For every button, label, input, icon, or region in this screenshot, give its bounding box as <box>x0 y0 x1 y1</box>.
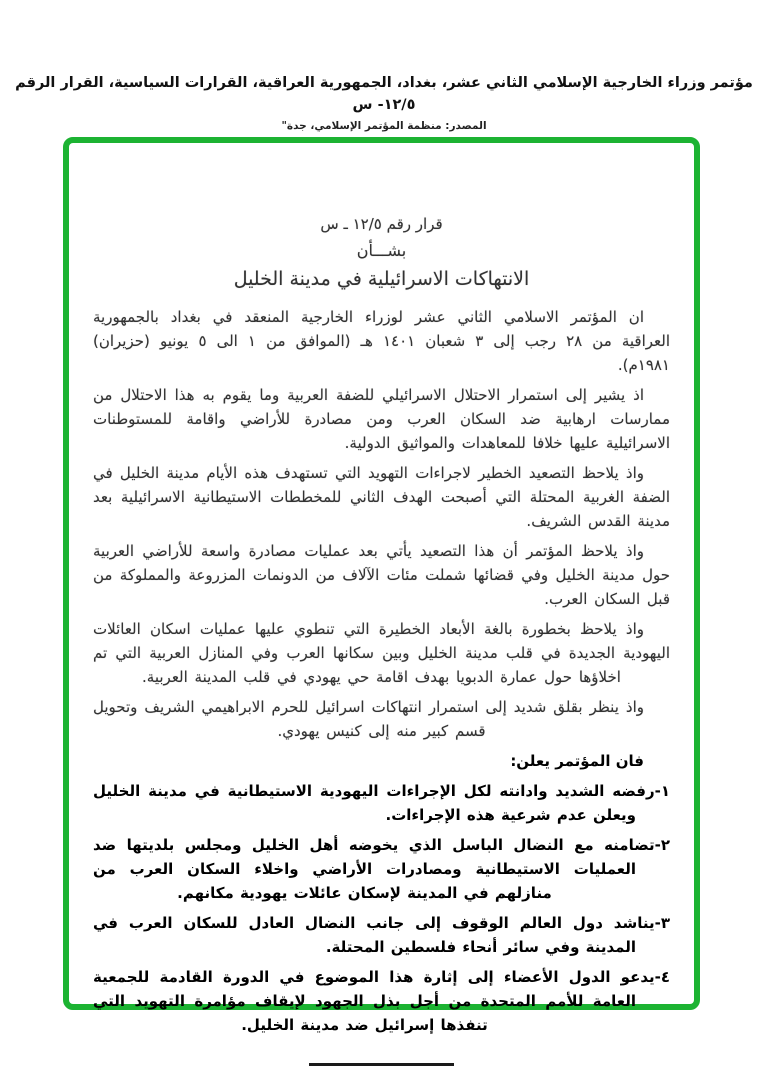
resolution-frame <box>63 137 700 1034</box>
paragraph-ibrahimi-mosque: واذ ينظر بقلق شديد إلى استمرار انتهاكات اسرائيل للحرم الابراهيمي الشريف وتحويل قسم كبير منه إلى كنيس يهودي. <box>93 698 644 740</box>
resolution-number-line: قرار رقم ١٢/٥ ـ س <box>320 215 443 233</box>
resolution-item-4: ٤-يدعو الدول الأعضاء إلى إثارة هذا الموضوع في الدورة القادمة للجمعية العامة للأمم المتحدة من أجل بذل الجهود لإيقاف مؤامرة التهويد التي تنفذها إسرائيل ضد مدينة الخليل. <box>93 968 670 1034</box>
resolution-body <box>69 143 694 1066</box>
paragraph-preamble: ان المؤتمر الاسلامي الثاني عشر لوزراء الخارجية المنعقد في بغداد بالجمهورية العراقية من ٢٨ رجب إلى ٣ شعبان ١٤٠١ هـ (الموافق من ١ الى ٥ يونيو (حزيران) ١٩٨١م). <box>93 308 670 374</box>
end-divider <box>309 1063 454 1066</box>
paragraph-occupation: اذ يشير إلى استمرار الاحتلال الاسرائيلي للضفة العربية وما يقوم به هذا الاحتلال من ممارسات ارهابية ضد السكان العرب ومن مصادرة للأراضي واقامة للمستوطنات الاسرائيلية عليها خلافا للمعاهدات والمواثيق الدولية. <box>93 386 670 452</box>
resolution-title: الانتهاكات الاسرائيلية في مدينة الخليل <box>233 268 530 290</box>
header-title: مؤتمر وزراء الخارجية الإسلامي الثاني عشر، بغداد، الجمهورية العراقية، القرارات السياسية، القرار الرقم ١٢/٥- س <box>15 75 753 113</box>
declaration-intro: فان المؤتمر يعلن: <box>510 752 644 770</box>
paragraph-confiscation: واذ يلاحظ المؤتمر أن هذا التصعيد يأتي بعد عمليات مصادرة واسعة للأراضي العربية حول مدينة الخليل وفي قضائها شملت مئات الآلاف من الدونمات المزروعة والمملوكة من قبل السكان العرب. <box>93 542 670 608</box>
paragraph-escalation: واذ يلاحظ التصعيد الخطير لاجراءات التهويد التي تستهدف هذه الأيام مدينة الخليل في الضفة الغربية المحتلة التي أصبحت الهدف الثاني للمخططات الاستيطانية الاسرائيلية بعد مدينة القدس الشريف. <box>93 464 670 530</box>
header-source-line: المصدر: منظمة المؤتمر الإسلامي، جدة" <box>281 120 487 132</box>
document-header <box>0 0 768 133</box>
resolution-item-1: ١-رفضه الشديد وادانته لكل الإجراءات اليهودية الاستيطانية في مدينة الخليل ويعلن عدم شرعية هذه الإجراءات. <box>93 782 670 824</box>
resolution-regarding: بشـــأن <box>356 241 407 260</box>
resolution-item-2: ٢-تضامنه مع النضال الباسل الذي يخوضه أهل الخليل ومجلس بلديتها ضد العمليات الاستيطانية ومصادرات الأراضي واخلاء السكان العرب من منازلهم في المدينة لإسكان عائلات يهودية مكانهم. <box>93 836 670 902</box>
resolution-item-3: ٣-يناشد دول العالم الوقوف إلى جانب النضال العادل للسكان العرب في المدينة وفي سائر أنحاء فلسطين المحتلة. <box>93 914 670 956</box>
paragraph-settlement-families: واذ يلاحظ بخطورة بالغة الأبعاد الخطيرة التي تنطوي عليها عمليات اسكان العائلات اليهودية الجديدة في قلب مدينة الخليل وبين سكانها العرب وفي المنازل العربية التي تم اخلاؤها حول عمارة الدبويا بهدف اقامة حي يهودي في قلب المدينة العربية. <box>93 620 670 686</box>
